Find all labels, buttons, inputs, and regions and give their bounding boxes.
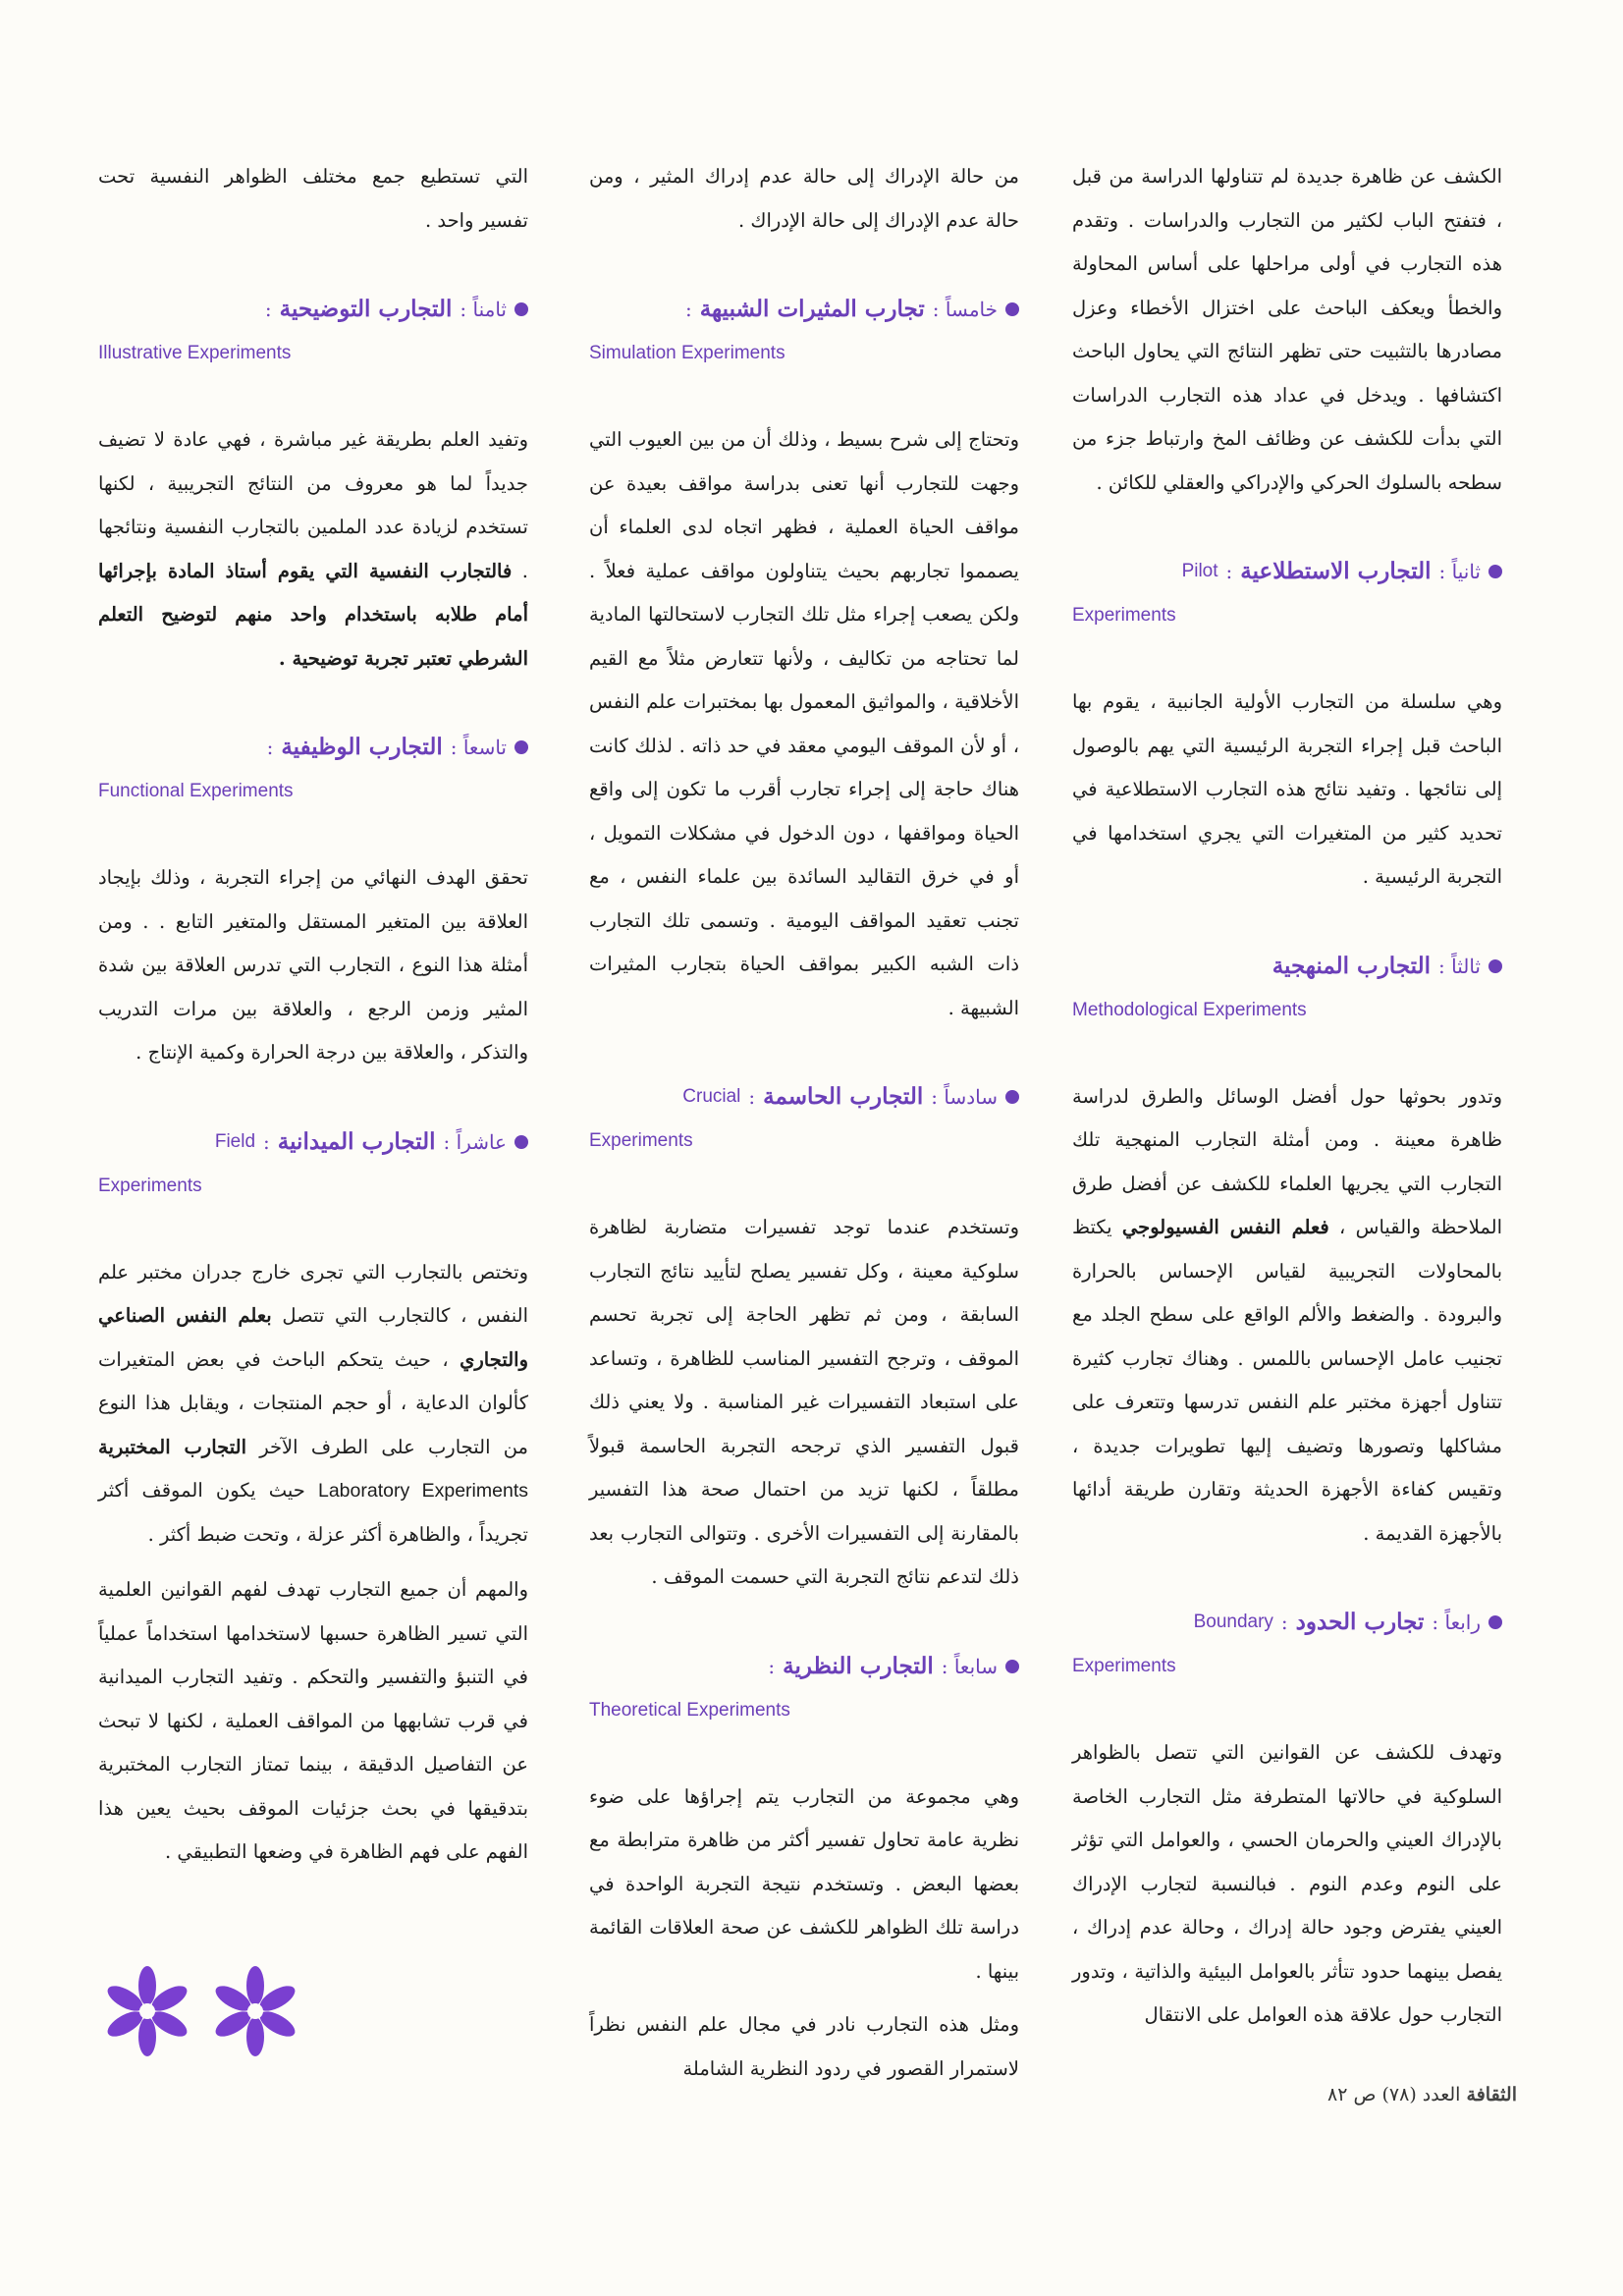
section-title: التجارب النظرية [783,1652,934,1679]
section-title-english: Methodological Experiments [1072,999,1307,1020]
bold-text-run: فعلم النفس الفسيولوجي [1121,1216,1329,1238]
section-colon: : [266,736,274,759]
section-number: ثامناً : [460,298,507,321]
section-title-english: Functional Experiments [98,781,294,801]
bullet-dot-icon [514,302,528,316]
section-title-english: Theoretical Experiments [589,1699,790,1721]
section-number: رابعاً : [1432,1611,1481,1634]
section-title: التجارب الاستطلاعية [1240,558,1432,584]
page-footer [1105,2084,1517,2105]
section-colon: : [263,1129,270,1154]
bullet-dot-icon [1005,1090,1019,1104]
section-title: التجارب المنهجية [1271,952,1432,979]
section-number: ثالثاً : [1438,954,1481,978]
text-run: ، حيث يتحكم الباحث في بعض المتغيرات كألوان الدعاية ، أو حجم المنتجات ، ويقابل هذا النوع من التجارب على الطرف الآخر [98,1347,529,1458]
section-title: تجارب الحدود [1295,1609,1425,1635]
paragraph: من حالة الإدراك إلى حالة عدم إدراك المثير ، ومن حالة عدم الإدراك إلى حالة الإدراك . [589,165,1019,232]
section-title: تجارب المثيرات الشبيهة [699,296,925,322]
column-middle [589,155,1019,2091]
section-number: خامساً : [932,298,998,321]
bullet-dot-icon [1005,1660,1019,1673]
text-run: حيث يكون الموقف أكثر تجريداً ، والظاهرة أكثر عزلة ، وتحت ضبط أكثر . [98,1479,528,1546]
section-colon: : [1280,1611,1288,1634]
section-title: التجارب التوضيحية [279,296,453,322]
section-heading-theoretical [589,1645,1019,1732]
text-run: وتفيد العلم بطريقة غير مباشرة ، فهي عادة لا تضيف جديداً لما هو معروف من النتائج التجريبية ، لكنها تستخدم لزيادة عدد الملمين بالتجارب النفسية ونتائجها . [98,428,528,582]
section-heading-field [98,1121,528,1208]
paragraph: وهي سلسلة من التجارب الأولية الجانبية ، يقوم بها الباحث قبل إجراء التجربة الرئيسية التي يهم بالوصول إلى نتائجها . وتفيد نتائج هذه التجارب الاستطلاعية في تحديد كثير من المتغيرات التي يجري استخدامها في التجربة الرئيسية . [1072,690,1502,888]
magazine-logo: الثقافة [1466,2084,1517,2105]
paragraph: تحقق الهدف النهائي من إجراء التجربة ، وذلك بإيجاد العلاقة بين المتغير المستقل والمتغير التابع . . ومن أمثلة هذا النوع ، التجارب التي تدرس العلاقة بين شدة المثير وزمن الرجع ، والعلاقة بين مرات التدريب والتذكر ، والعلاقة بين درجة الحرارة وكمية الإنتاج . [98,866,528,1064]
bullet-dot-icon [1488,959,1502,973]
paragraph [98,418,528,681]
flower-ornament-icon [98,1962,314,2060]
bullet-dot-icon [1488,565,1502,578]
section-number: تاسعاً : [450,736,507,759]
bullet-dot-icon [1488,1615,1502,1629]
paragraph [98,1251,528,1558]
bullet-dot-icon [514,1135,528,1149]
section-title-english: Field [214,1130,256,1152]
paragraph: وهي مجموعة من التجارب يتم إجراؤها على ضوء نظرية عامة تحاول تفسير أكثر من ظاهرة مترابطة مع بعضها البعض . وتستخدم نتيجة التجربة الواحدة في دراسة تلك الظواهر للكشف عن صحة العلاقات القائمة بينها . [589,1784,1019,1983]
section-colon: : [748,1085,756,1109]
english-term: Laboratory Experiments [317,1480,528,1502]
section-title-english: Experiments [1072,605,1176,626]
paragraph: وتحتاج إلى شرح بسيط ، وذلك أن من بين العيوب التي وجهت للتجارب أنها تعنى بدراسة مواقف بعيدة عن مواقف الحياة العملية ، فظهر اتجاه لدى العلماء أن يصمموا تجاربهم بحيث يتناولون مواقف عملية فعلاً . ولكن يصعب إجراء مثل تلك التجارب لاستحالتها المادية لما تحتاجه من تكاليف ، ولأنها تتعارض مثلاً مع القيم الأخلاقية ، والمواثيق المعمول بها بمختبرات علم النفس ، أو لأن الموقف اليومي معقد في حد ذاته . لذلك كانت هناك حاجة إلى إجراء تجارب أقرب ما تكون إلى واقع الحياة ومواقفها ، دون الدخول في مشكلات التمويل ، أو في خرق التقاليد السائدة بين علماء النفس ، مع تجنب تعقيد المواقف اليومية . وتسمى تلك التجارب ذات الشبه الكبير بمواقف الحياة بتجارب المثيرات الشبيهة . [589,428,1019,1019]
paragraph [1072,1075,1502,1557]
section-colon: : [264,298,272,321]
section-colon: : [684,298,692,321]
text-run: وتختص بالتجارب التي تجرى خارج جدران مختبر علم النفس ، كالتجارب التي تتصل [98,1260,528,1327]
section-title-english: Experiments [98,1175,202,1196]
bold-text-run: فالتجارب النفسية التي يقوم أستاذ المادة بإجرائها أمام طلابه باستخدام واحد منهم لتوضيح التعلم الشرطي تعتبر تجربة توضيحية . [98,559,528,670]
section-heading-functional [98,726,528,813]
section-title-english: Pilot [1181,561,1218,581]
paragraph: وتهدف للكشف عن القوانين التي تتصل بالظواهر السلوكية في حالاتها المتطرفة مثل التجارب الخاصة بالإدراك العيني والحرمان الحسي ، والعوامل التي تؤثر على النوم وعدم النوم . فبالنسبة لتجارب الإدراك العيني يفترض وجود حالة إدراك ، وحالة عدم إدراك ، يفصل بينهما حدود تتأثر بالعوامل البيئية والذاتية ، وتدور التجارب حول علاقة هذه العوامل على الانتقال [1072,1741,1502,2026]
paragraph: ومثل هذه التجارب نادر في مجال علم النفس نظراً لاستمرار القصور في ردود النظرية الشاملة [589,2013,1019,2080]
section-colon: : [768,1654,776,1678]
section-title: التجارب الحاسمة [763,1083,924,1110]
bold-text-run: التجارب المختبرية [98,1435,246,1458]
column-right [1072,155,1502,2038]
section-heading-simulation [589,288,1019,375]
text-run: وتدور بحوثها حول أفضل الوسائل والطرق لدراسة ظاهرة معينة . ومن أمثلة التجارب المنهجية تلك التجارب التي يجريها العلماء للكشف عن أفضل طرق الملاحظة والقياس ، [1072,1084,1502,1238]
section-number: سادساً : [931,1085,998,1109]
section-heading-pilot [1072,550,1502,637]
section-title-english: Experiments [589,1130,693,1151]
section-title-english: Crucial [682,1086,741,1107]
bullet-dot-icon [1005,302,1019,316]
section-number: سابعاً : [941,1654,998,1678]
section-title-english: Boundary [1193,1612,1273,1632]
section-colon: : [1225,560,1233,583]
section-title: التجارب الوظيفية [281,734,443,760]
paragraph: الكشف عن ظاهرة جديدة لم تتناولها الدراسة من قبل ، فتفتح الباب لكثير من التجارب والدراسات . وتقدم هذه التجارب في أولى مراحلها على أساس المحاولة والخطأ ويعكف الباحث على اختزال الأخطاء وعزل مصادرها بالتثبيت حتى تظهر النتائج التي يحاول الباحث اكتشافها . ويدخل في عداد هذه التجارب الدراسات التي بدأت للكشف عن وظائف المخ وارتباط جزء من سطحه بالسلوك الحركي والإدراكي والعقلي للكائن . [1072,165,1502,494]
section-number: عاشراً : [443,1129,507,1154]
bullet-dot-icon [514,740,528,754]
issue-page-number: العدد (٧٨) ص ٨٢ [1327,2084,1461,2105]
section-number: ثانياً : [1438,560,1481,583]
bold-text-run: بعلم النفس الصناعي والتجاري [98,1304,528,1371]
section-title-english: Illustrative Experiments [98,343,292,363]
section-title-english: Experiments [1072,1656,1176,1676]
section-heading-boundary [1072,1601,1502,1688]
paragraph: وتستخدم عندما توجد تفسيرات متضاربة لظاهرة سلوكية معينة ، وكل تفسير يصلح لتأييد نتائج التجارب السابقة ، ومن ثم تظهر الحاجة إلى تجربة تحسم الموقف ، وترجح التفسير المناسب للظاهرة ، وتساعد على استبعاد التفسيرات غير المناسبة . ولا يعني ذلك قبول التفسير الذي ترجحه التجربة الحاسمة قبولاً مطلقاً ، لكنها تزيد من احتمال صحة هذا التفسير بالمقارنة إلى التفسيرات الأخرى . وتتوالى التجارب بعد ذلك لتدعم نتائج التجربة التي حسمت الموقف . [589,1216,1019,1588]
paragraph: التي تستطيع جمع مختلف الظواهر النفسية تحت تفسير واحد . [98,165,528,232]
section-heading-methodological [1072,945,1502,1032]
section-title: التجارب الميدانية [277,1127,436,1155]
section-heading-crucial [589,1075,1019,1163]
column-left [98,155,528,1875]
text-run: يكتظ بالمحاولات التجريبية لقياس الإحساس بالحرارة والبرودة . والضغط والألم الواقع على سطح الجلد مع تجنيب عامل الإحساس باللمس . وهناك تجارب كثيرة تتناول أجهزة مختبر علم النفس تدرسها وتتعرف على مشاكلها وتصورها وتضيف إليها تطويرات جديدة ، وتقيس كفاءة الأجهزة الحديثة وتقارن طريقة أدائها بالأجهزة القديمة . [1072,1216,1502,1545]
section-title-english: Simulation Experiments [589,343,785,363]
section-heading-illustrative [98,288,528,375]
paragraph: والمهم أن جميع التجارب تهدف لفهم القوانين العلمية التي تسير الظاهرة حسبها لاستخدامها استخداماً عملياً في التنبؤ والتفسير والتحكم . وتفيد التجارب الميدانية في قرب تشابهها من المواقف العملية ، لكنها لا تبحث عن التفاصيل الدقيقة ، بينما تمتاز التجارب المختبرية بتدقيقها في بحث جزئيات الموقف بحيث يعين هذا الفهم على فهم الظاهرة في وضعها التطبيقي . [98,1578,528,1863]
